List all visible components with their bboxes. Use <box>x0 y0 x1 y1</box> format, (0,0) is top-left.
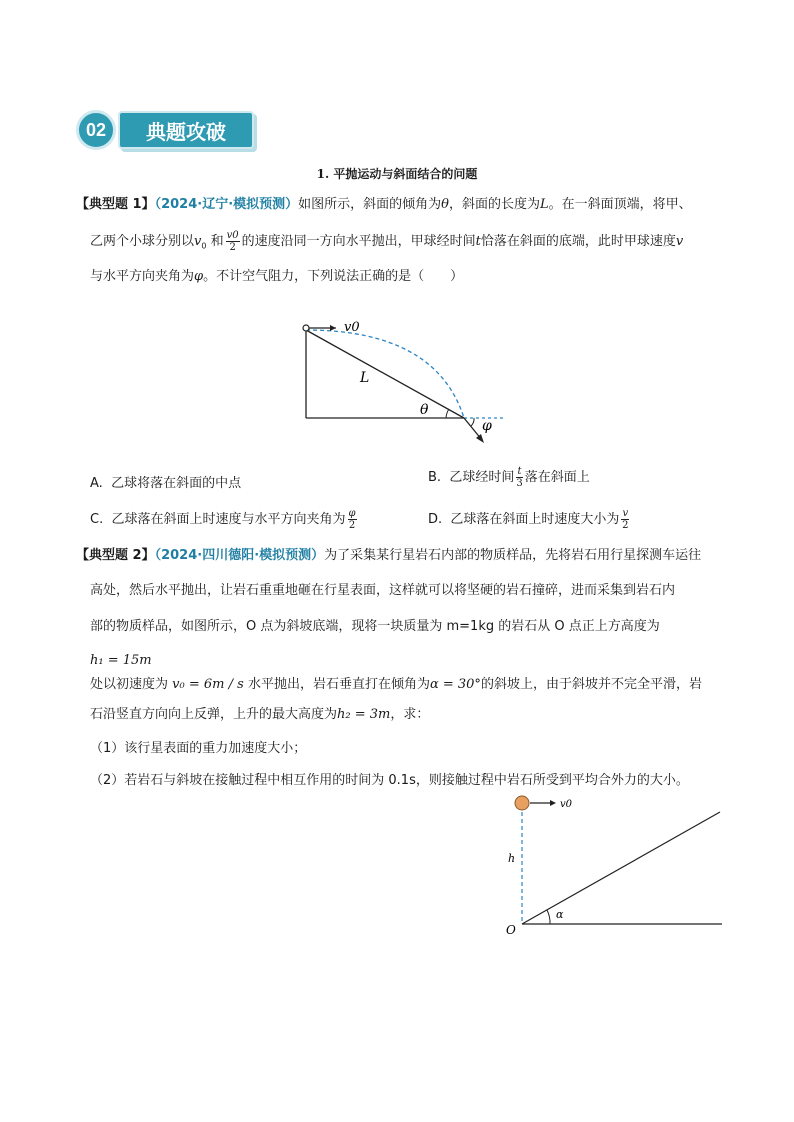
option-text: 乙球将落在斜面的中点 <box>111 476 242 491</box>
text: 石沿竖直方向向上反弹，上升的最大高度为 <box>90 707 338 722</box>
problem2-tag: 【典型题 2】 <box>76 548 155 563</box>
frac-den: 2 <box>348 520 356 531</box>
symbol-theta: θ <box>441 197 449 212</box>
value-alpha: α = 30° <box>429 677 481 692</box>
text: 乙两个小球分别以 <box>90 234 195 249</box>
option-text: 落在斜面上 <box>524 470 590 485</box>
text: 恰落在斜面的底端，此时甲球速度 <box>480 234 676 249</box>
symbol-v: v <box>675 234 684 249</box>
text: 的速度沿同一方向水平抛出，甲球经时间 <box>241 234 476 249</box>
rock-ball <box>515 796 529 810</box>
option-label: D. <box>428 512 443 527</box>
section-title: 1. 平抛运动与斜面结合的问题 <box>316 167 478 181</box>
option-text: 乙球经时间 <box>449 470 515 485</box>
problem1-figure <box>296 312 516 454</box>
fraction-t-over-3 <box>516 466 522 489</box>
symbol-phi: φ <box>194 269 204 284</box>
section-number-badge: 02 <box>76 110 116 150</box>
label-phi: φ <box>482 418 492 434</box>
option-text: 乙球落在斜面上时速度与水平方向夹角为 <box>111 512 346 527</box>
option-a[interactable] <box>90 472 241 491</box>
text: 水平抛出，岩石垂直打在倾角为 <box>247 677 430 692</box>
velocity-arrowhead <box>476 434 484 443</box>
slope-line <box>522 812 720 924</box>
fraction-v-over-2 <box>621 508 629 531</box>
value-h1: h₁ = 15m <box>90 653 152 668</box>
option-c[interactable] <box>90 508 359 531</box>
label-h: h <box>508 852 516 865</box>
problem1-line3 <box>90 268 750 286</box>
frac-num: v0 <box>226 230 239 241</box>
option-text: 乙球落在斜面上时速度大小为 <box>450 512 620 527</box>
frac-den: 2 <box>229 242 236 253</box>
problem1-source: （2024·辽宁·模拟预测） <box>154 197 299 212</box>
theta-arc <box>446 409 449 418</box>
problem1-line2 <box>90 230 750 256</box>
label-theta: θ <box>420 402 429 418</box>
fraction-v0-over-2 <box>226 230 240 253</box>
frac-num: v <box>622 508 629 519</box>
alpha-arc <box>547 910 550 924</box>
problem2-q2: （2）若岩石与斜坡在接触过程中相互作用的时间为 0.1s，则接触过程中岩石所受到平均合外力的大小。 <box>90 773 689 788</box>
problem2-line1 <box>76 547 736 565</box>
text: ，求： <box>390 707 430 722</box>
v0-arrowhead <box>550 800 556 806</box>
option-b[interactable] <box>428 466 590 489</box>
label-v0: v0 <box>344 320 360 335</box>
problem2-line3: 部的物质样品，如图所示，O 点为斜坡底端，现将一块质量为 m=1kg 的岩石从 O 点正上方高度为 <box>90 619 660 634</box>
problem2-figure <box>500 790 728 940</box>
label-v0: v0 <box>560 799 573 810</box>
subscript: 0 <box>201 241 207 251</box>
option-d[interactable] <box>428 508 631 531</box>
option-label: B. <box>428 470 442 485</box>
text: 的斜坡上，由于斜坡并不完全平滑，岩 <box>480 677 702 692</box>
label-O: O <box>506 923 516 937</box>
frac-num: φ <box>348 508 356 519</box>
problem2-line5 <box>90 706 750 724</box>
option-label: A. <box>90 476 103 491</box>
frac-num: t <box>517 466 522 477</box>
option-label: C. <box>90 512 104 527</box>
problem1-line1 <box>76 196 736 214</box>
text: 为了采集某行星岩石内部的物质样品，先将岩石用行星探测车运往 <box>324 548 702 563</box>
problem2-line4 <box>90 676 750 694</box>
ball <box>303 325 309 331</box>
frac-den: 3 <box>516 478 523 489</box>
value-v0: v₀ = 6m / s <box>172 677 244 692</box>
text: ，斜面的长度为 <box>448 197 540 212</box>
symbol-L: L <box>540 197 549 212</box>
section-heading: 典题攻破 <box>118 111 254 149</box>
problem2-source: （2024·四川德阳·模拟预测） <box>154 548 325 563</box>
frac-den: 2 <box>622 520 629 531</box>
symbol-v0: v <box>194 234 202 249</box>
label-L: L <box>360 370 370 386</box>
fraction-phi-over-2 <box>348 508 357 531</box>
label-alpha: α <box>556 908 564 921</box>
value-h2: h₂ = 3m <box>337 707 391 722</box>
problem2-line3b <box>90 652 750 670</box>
symbol-t: t <box>475 234 481 249</box>
v0-arrowhead <box>330 325 336 331</box>
problem2-line2: 高处，然后水平抛出，让岩石重重地砸在行星表面，这样就可以将坚硬的岩石撞碎，进而采集到岩石内 <box>90 583 676 598</box>
text: 和 <box>210 234 224 249</box>
text: 处以初速度为 <box>90 677 169 692</box>
text: 。在一斜面顶端，将甲、 <box>548 197 692 212</box>
problem2-q1: （1）该行星表面的重力加速度大小； <box>90 741 307 756</box>
problem1-tag: 【典型题 1】 <box>76 197 155 212</box>
phi-arc <box>471 418 474 426</box>
text: 如图所示，斜面的倾角为 <box>298 197 442 212</box>
incline-hypotenuse <box>306 330 464 418</box>
text: 与水平方向夹角为 <box>90 269 195 284</box>
text: 。不计空气阻力，下列说法正确的是（ ） <box>203 269 464 284</box>
